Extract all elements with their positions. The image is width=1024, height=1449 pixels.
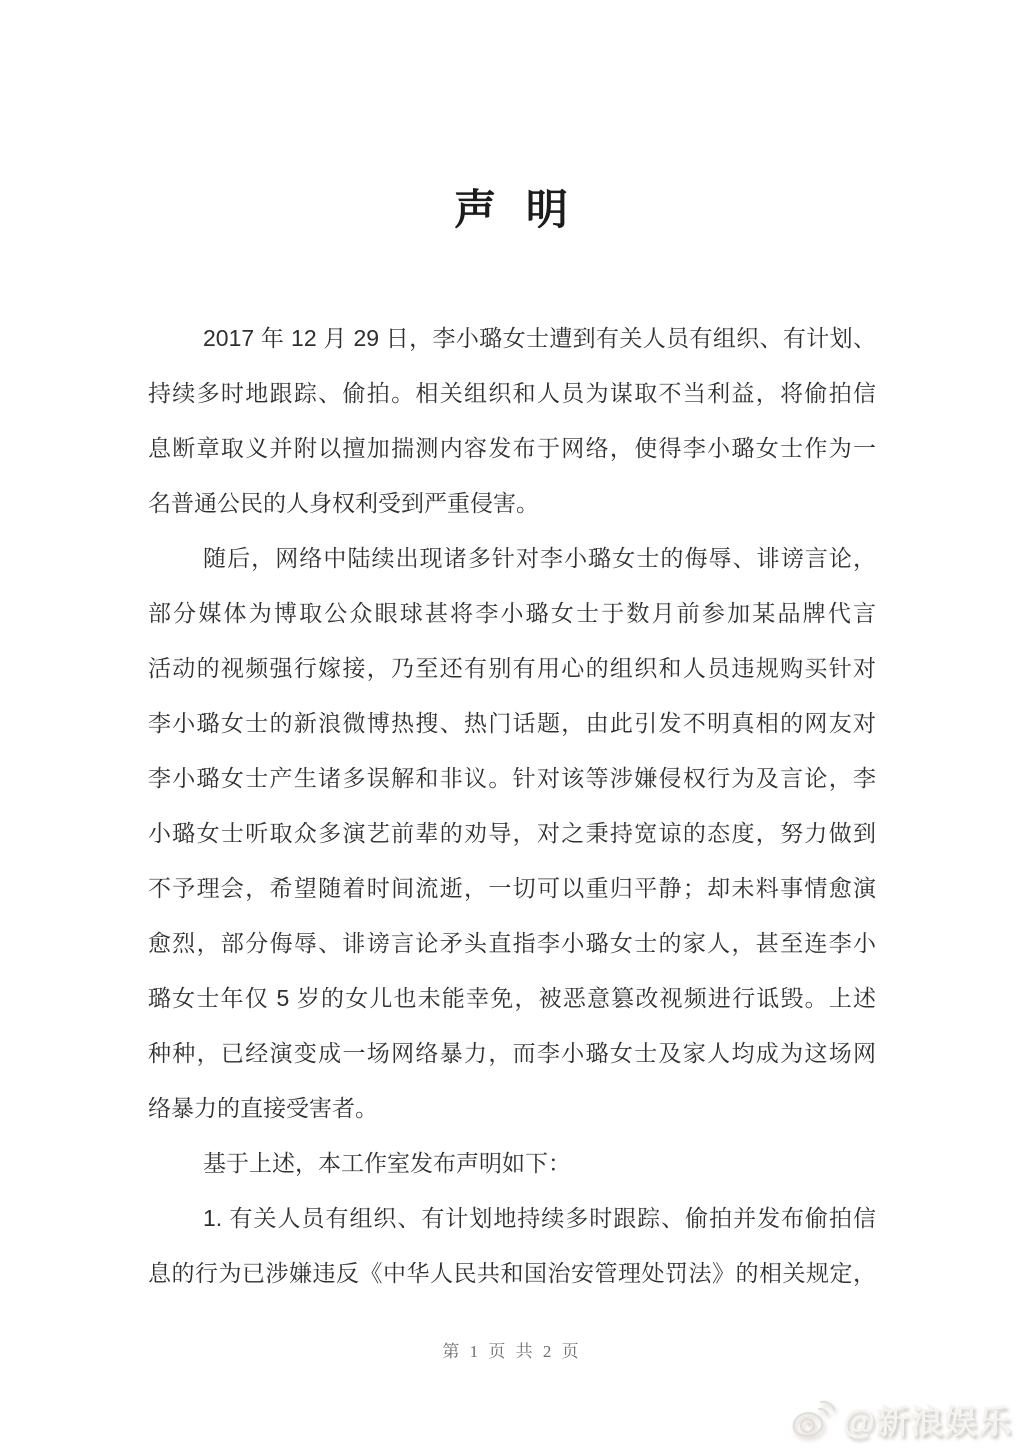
- text-line: 种种，已经演变成一场网络暴力，而李小璐女士及家人均成为这场网: [148, 1040, 876, 1066]
- text-line: 持续多时地跟踪、偷拍。相关组织和人员为谋取不当利益，将偷拍信: [148, 380, 876, 406]
- text-line: 络暴力的直接受害者。: [148, 1095, 378, 1121]
- paragraph-statement-intro: [148, 1136, 876, 1191]
- text-line: 活动的视频强行嫁接，乃至还有别有用心的组织和人员违规购买针对: [148, 655, 876, 681]
- text-line: 愈烈，部分侮辱、诽谤言论矛头直指李小璐女士的家人，甚至连李小: [148, 930, 876, 956]
- watermark: [789, 1396, 1012, 1443]
- document-title: 声 明: [454, 186, 570, 233]
- paragraph-incident: [148, 311, 876, 531]
- text-line: 息的行为已涉嫌违反《中华人民共和国治安管理处罚法》的相关规定，: [148, 1260, 876, 1286]
- text-line: 2017 年 12 月 29 日，李小璐女士遭到有关人员有组织、有计划、: [203, 325, 876, 351]
- text-line: 小璐女士听取众多演艺前辈的劝导，对之秉持宽谅的态度，努力做到: [148, 820, 876, 846]
- text-line: 李小璐女士的新浪微博热搜、热门话题，由此引发不明真相的网友对: [148, 710, 876, 736]
- text-line: 璐女士年仅 5 岁的女儿也未能幸免，被恶意篡改视频进行诋毁。上述: [148, 985, 876, 1011]
- text-line: 1. 有关人员有组织、有计划地持续多时跟踪、偷拍并发布偷拍信: [203, 1205, 876, 1231]
- page-number: 第 1 页 共 2 页: [442, 1342, 582, 1361]
- paragraph-point-1: [148, 1191, 876, 1301]
- text-line: 名普通公民的人身权利受到严重侵害。: [148, 490, 539, 516]
- paragraph-aftermath: [148, 531, 876, 1136]
- text-line: 随后，网络中陆续出现诸多针对李小璐女士的侮辱、诽谤言论，: [203, 545, 876, 571]
- document-body: [148, 311, 876, 1301]
- text-line: 李小璐女士产生诸多误解和非议。针对该等涉嫌侵权行为及言论，李: [148, 765, 876, 791]
- text-line: 不予理会，希望随着时间流逝，一切可以重归平静；却未料事情愈演: [148, 875, 876, 901]
- text-line: 息断章取义并附以擅加揣测内容发布于网络，使得李小璐女士作为一: [148, 435, 876, 461]
- text-line: 部分媒体为博取公众眼球甚将李小璐女士于数月前参加某品牌代言: [148, 600, 876, 626]
- weibo-eye-icon: [789, 1399, 835, 1441]
- text-line: 基于上述，本工作室发布声明如下：: [203, 1150, 571, 1176]
- watermark-handle: @新浪娱乐: [842, 1403, 1012, 1440]
